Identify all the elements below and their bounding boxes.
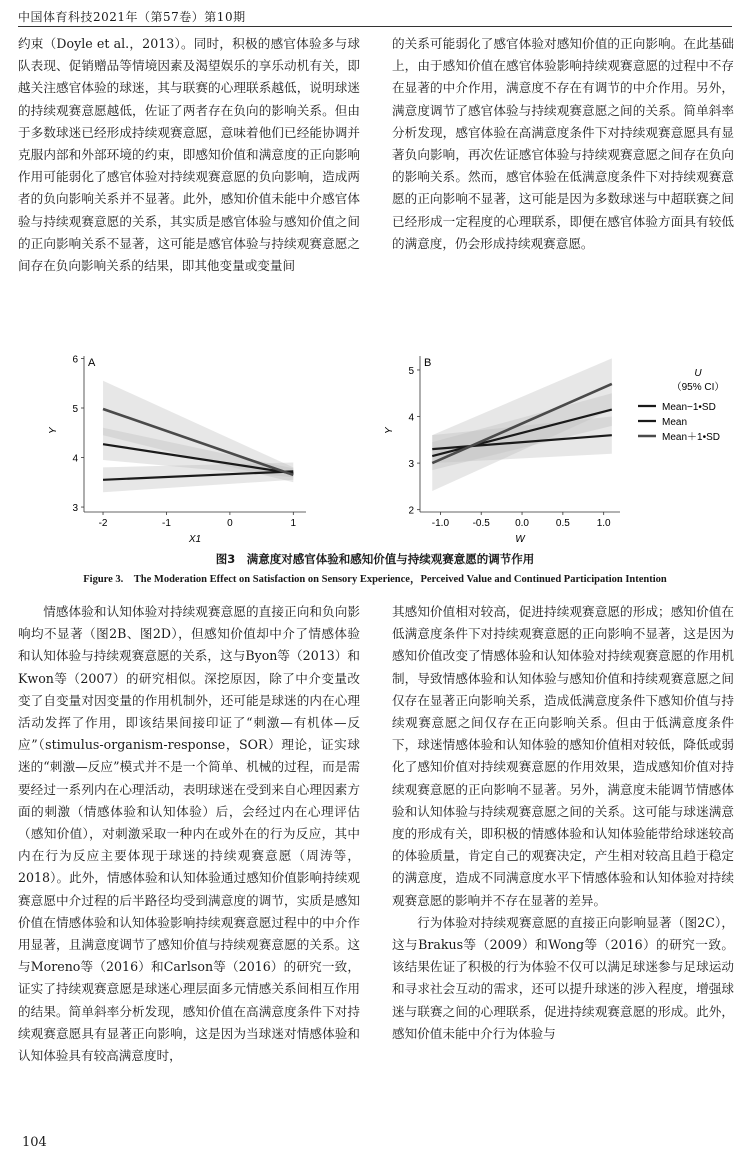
legend-label: Mean＋1•SD — [662, 432, 720, 443]
y-tick-label: 3 — [408, 459, 414, 471]
x-tick-label: 1 — [290, 518, 297, 529]
x-tick-label: -0.5 — [472, 518, 490, 529]
x-tick-label: 1.0 — [596, 518, 611, 529]
y-axis-label: Y — [48, 427, 59, 434]
text-column-right-bottom — [392, 601, 734, 1045]
figure-caption-en: Figure 3. The Moderation Effect on Satisfaction on Sensory Experience，Perceived Value and Continued Participation Intention — [83, 574, 667, 585]
x-tick-label: 0.0 — [515, 518, 529, 529]
legend-subtitle: （95% CI） — [671, 382, 725, 393]
y-tick-label: 5 — [72, 404, 78, 415]
journal-header: 中国体育科技2021年（第57卷）第10期 — [18, 10, 246, 24]
y-tick-label: 5 — [408, 365, 414, 377]
y-tick-label: 6 — [72, 354, 78, 366]
legend-label: Mean−1•SD — [662, 402, 716, 413]
panel-label: B — [424, 357, 432, 369]
page-number: 104 — [22, 1135, 47, 1150]
x-tick-label: -2 — [98, 518, 108, 529]
x-axis-label: X1 — [188, 534, 202, 545]
paragraph: 约束（Doyle et al.，2013）。同时，积极的感官体验多与球队表现、促销赠品等情境因素及渴望娱乐的享乐动机有关，即越关注感官体验的球迷，其与联赛的心理联系越低，说明球迷的持续观赛意愿越低，佐证了两者存在负向的影响关系。但由于多数球迷已经形成持续观赛意愿，意味着他们已经能协调并克服内部和外部环境的约束，即感知价值和满意度的正向影响作用可能弱化了感官体验对持续观赛意愿的负向影响，造成两者的负向影响关系并不显著。此外，感知价值未能中介感官体验与持续观赛意愿的关系，其实质是感官体验与感知价值之间的正向影响关系不显著，这可能是感官体验与持续观赛意愿之间存在负向影响关系的结果，即其他变量或变量间 — [18, 36, 360, 274]
paragraph: 情感体验和认知体验对持续观赛意愿的直接正向和负向影响均不显著（图2B、图2D），但感知价值却中介了情感体验和认知体验与持续观赛意愿的关系，这与Byon等（2013）和Kwon等（2007）的研究相似。深挖原因，除了中介变量改变了自变量对因变量的作用机制外，还可能是球迷的内在心理活动发挥了作用，即该结果间接印证了“刺激—有机体—反应”（stimulus-organism-response，SOR）理论，证实球迷的“刺激—反应”模式并不是一个简单、机械的过程，而是需要经过一系列内在心理活动，表明球迷在受到来自心理因素方面的刺激（情感体验和认知体验）后，会经过内在心理评估（感知价值），对刺激采取一种内在或外在的行为反应，其中内在行为反应主要体现于球迷的持续观赛意愿（周涛等，2018）。此外，情感体验和认知体验通过感知价值影响持续观赛意愿中介过程的后半路径均受到满意度的调节，实质是感知价值在情感体验和认知体验影响持续观赛意愿过程中的中介作用显著，且满意度调节了感知价值与持续观赛意愿的关系。这与Moreno等（2016）和Carlson等（2016）的研究一致，证实了持续观赛意愿是球迷心理层面多元情感关系间相互作用的结果。简单斜率分析发现，感知价值在高满意度条件下对持续观赛意愿具有显著正向影响，这是因为当球迷对情感体验和认知体验具有较高满意度时， — [18, 604, 360, 1064]
legend-title: U — [694, 368, 702, 379]
paragraph: 其感知价值相对较高，促进持续观赛意愿的形成；感知价值在低满意度条件下对持续观赛意愿的正向影响不显著，这是因为感知价值改变了情感体验和认知体验对持续观赛意愿的作用机制，导致情感体验和认知体验与感知价值和持续观赛意愿之间仅存在显著正向影响关系，造成低满意度条件下感知价值与持续观赛意愿之间仅存在正向影响关系。但由于低满意度条件下，球迷情感体验和认知体验的感知价值相对较低，降低或弱化了感知价值对持续观赛意愿的作用效果，造成感知价值对持续观赛意愿的正向影响不显著。另外，满意度未能调节情感体验和认知体验与持续观赛意愿之间的关系。这可能与球迷满意度的形成有关，即积极的情感体验和认知体验能带给球迷较高的体验质量，肯定自己的观赛决定，产生相对较高且趋于稳定的满意度，造成不同满意度水平下情感体验和认知体验对持续观赛意愿的影响并不存在显著的差异。 — [392, 604, 734, 908]
figure-caption-cn: 图3 满意度对感官体验和感知价值与持续观赛意愿的调节作用 — [215, 552, 535, 566]
chart-panel-a — [18, 340, 318, 550]
x-tick-label: -1 — [162, 518, 171, 529]
paragraph: 行为体验对持续观赛意愿的直接正向影响显著（图2C），这与Brakus等（2009）和Wong等（2016）的研究一致。该结果佐证了积极的行为体验不仅可以满足球迷参与足球运动和寻求社会互动的需求，还可以提升球迷的涉入程度，增强球迷与联赛之间的心理联系，促进持续观赛意愿的形成。此外，感知价值未能中介行为体验与 — [392, 914, 734, 1041]
y-tick-label: 3 — [72, 503, 78, 515]
y-axis-label: Y — [384, 427, 395, 434]
x-tick-label: 0.5 — [555, 518, 570, 529]
paragraph: 的关系可能弱化了感官体验对感知价值的正向影响。在此基础上，由于感知价值在感官体验影响持续观赛意愿的过程中不存在显著的中介作用，满意度不存在有调节的中介作用。另外，满意度调节了感官体验与持续观赛意愿之间的关系。简单斜率分析发现，感官体验在高满意度条件下对持续观赛意愿具有显著负向影响，再次佐证感官体验与持续观赛意愿之间存在负向的影响关系。然而，感官体验在低满意度条件下对持续观赛意愿的正向影响不显著，这可能是因为多数球迷与中超联赛之间已经形成一定程度的心理联系，即便在感官体验方面具有较低的满意度，仍会形成持续观赛意愿。 — [392, 36, 734, 251]
x-axis-label: W — [515, 534, 525, 545]
x-tick-label: -1.0 — [431, 518, 450, 529]
text-column-right-top — [392, 33, 734, 255]
y-tick-label: 4 — [72, 453, 78, 465]
header-rule — [18, 26, 732, 27]
y-tick-label: 4 — [408, 412, 414, 424]
legend-label: Mean — [662, 417, 688, 428]
x-tick-label: 0 — [227, 518, 233, 529]
y-tick-label: 2 — [408, 505, 414, 517]
panel-label: A — [88, 357, 96, 369]
text-column-left-top — [18, 33, 360, 277]
text-column-left-bottom — [18, 601, 360, 1067]
chart-panel-b — [358, 340, 750, 550]
